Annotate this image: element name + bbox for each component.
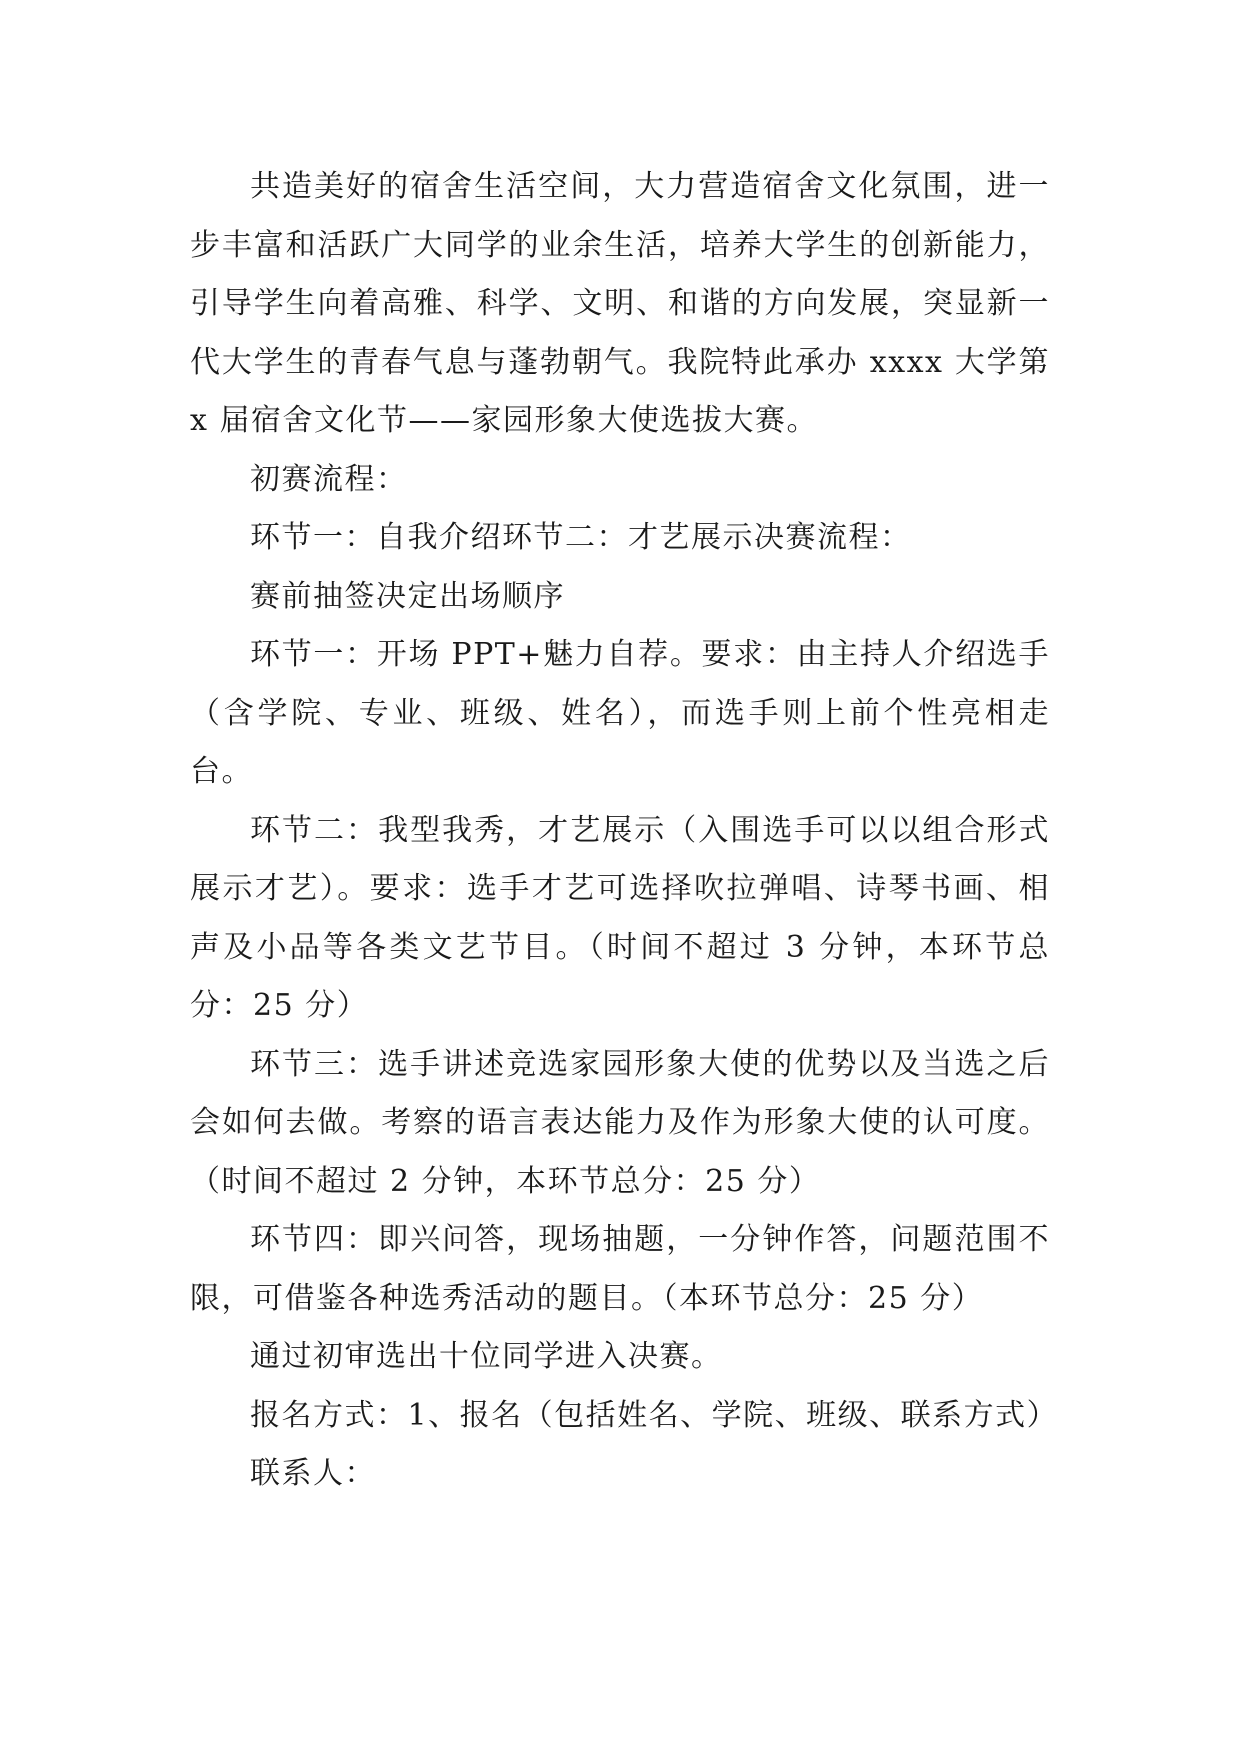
paragraph-intro: 共造美好的宿舍生活空间，大力营造宿舍文化氛围，进一步丰富和活跃广大同学的业余生活，培养大学生的创新能力，引导学生向着高雅、科学、文明、和谐的方向发展，突显新一代大学生的青春气息与蓬勃朝气。我院特此承办 xxxx 大学第 x 届宿舍文化节——家园形象大使选拔大赛。 [190, 169, 1050, 438]
paragraph-stage-two: 环节二：我型我秀，才艺展示（入围选手可以以组合形式展示才艺）。要求：选手才艺可选择吹拉弹唱、诗琴书画、相声及小品等各类文艺节目。（时间不超过 3 分钟，本环节总分：25 分） [190, 812, 1050, 1023]
paragraph-registration: 报名方式：1、报名（包括姓名、学院、班级、联系方式） [250, 1397, 1059, 1433]
paragraph-stage-four: 环节四：即兴问答，现场抽题，一分钟作答，问题范围不限，可借鉴各种选秀活动的题目。（本环节总分：25 分） [190, 1222, 1050, 1316]
paragraph-stage-one: 环节一：开场 PPT+魅力自荐。要求：由主持人介绍选手（含学院、专业、班级、姓名），而选手则上前个性亮相走台。 [190, 637, 1050, 789]
paragraph-contact: 联系人： [250, 1456, 376, 1491]
paragraph-draw-order: 赛前抽签决定出场顺序 [250, 578, 565, 614]
paragraph-stage-three: 环节三：选手讲述竞选家园形象大使的优势以及当选之后会如何去做。考察的语言表达能力及作为形象大使的认可度。（时间不超过 2 分钟，本环节总分：25 分） [190, 1046, 1050, 1199]
paragraph-preliminary-heading: 初赛流程： [250, 461, 408, 497]
paragraph-selection: 通过初审选出十位同学进入决赛。 [250, 1339, 723, 1374]
document-body [190, 158, 1059, 1504]
paragraph-preliminary-stages: 环节一：自我介绍环节二：才艺展示决赛流程： [250, 520, 912, 555]
